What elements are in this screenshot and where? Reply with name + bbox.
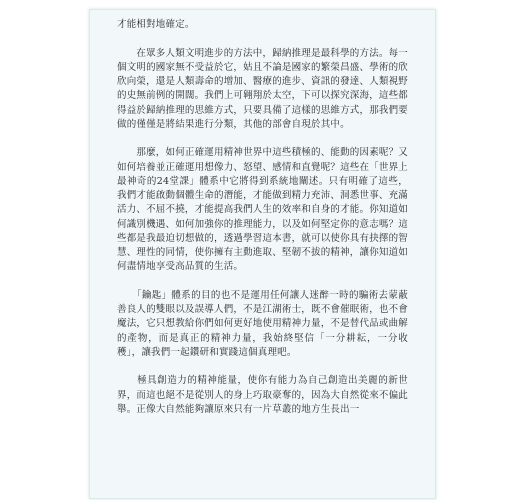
paragraph-4: 「鑰匙」體系的目的也不是運用任何讓人迷醉一時的騙術去蒙蔽善良人的雙眼以及誤導人們，不是江湖術士，既不會催眠術，也不會魔法，它只想教給你們如何更好地使用精神力量，不是替代品或曲解的產物，而是真正的精神力量，我始終堅信「一分耕耘，一分收穫」，讓我們一起鑽研和實踐這個真理吧。 (117, 289, 409, 358)
page-body (117, 18, 408, 417)
paragraph-gap (117, 275, 408, 289)
paragraph-gap (117, 132, 408, 146)
paragraph-gap (117, 32, 408, 46)
paragraph-1: 才能相對地確定。 (117, 19, 195, 30)
paragraph-gap (117, 360, 408, 374)
book-page (89, 9, 436, 499)
paragraph-5: 極具創造力的精神能量，使你有能力為自己創造出美麗的新世界，而這也絕不是從別人的身上巧取豪奪的，因為大自然從來不偏此舉。正像大自然能夠讓原來只有一片草叢的地方生長出一 (117, 375, 409, 415)
paragraph-3: 那麼，如何正確運用精神世界中這些積極的、能動的因素呢？又如何培養並正確運用想像力、怒望、感情和直覺呢？這些在「世界上最神奇的24堂課」體系中它將得到系統地闡述。只有明確了這些，我們才能啟動個體生命的潛能，才能做到精力充沛、洞悉世事、充滿活力、不屈不撓，才能提高我們人生的效率和自身的才能。你知道如何識別機遇、如何加強你的推理能力，以及如何堅定你的意志嗎？這些都是我最迫切想做的，透過學習這本書，就可以使你具有抉擇的智慧、理性的同情，使你擁有主動進取、堅韌不拔的精神，讓你知道如何盡情地享受高品質的生活。 (117, 147, 409, 273)
paragraph-2: 在眾多人類文明進步的方法中，歸納推理是最科學的方法。每一個文明的國家無不受益於它，姑且不論是國家的繁榮昌盛、學術的欣欣向榮，還是人類壽命的增加、醫療的進步、資訊的發達、人類視野的史無前例的開闊。我們上可翱翔於太空，下可以探究深海，這些都得益於歸納推理的思維方式，只要具備了這樣的思維方式，那我們要做的僅僅是將結果進行分類，其他的部會自現於其中。 (117, 47, 409, 130)
